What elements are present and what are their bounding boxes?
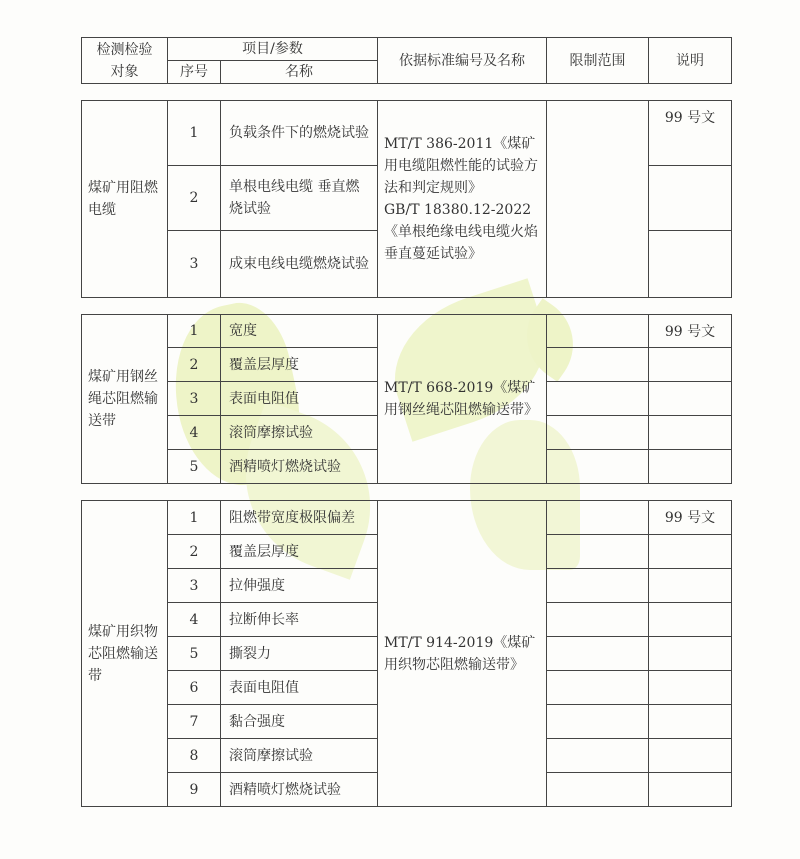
item-no: 9 xyxy=(168,773,221,807)
item-name: 滚筒摩擦试验 xyxy=(221,416,378,450)
item-no: 3 xyxy=(168,231,221,298)
header-no: 序号 xyxy=(168,61,221,84)
item-no: 1 xyxy=(168,501,221,535)
note-cell xyxy=(649,739,732,773)
item-no: 5 xyxy=(168,637,221,671)
header-items: 项目/参数 xyxy=(168,38,378,61)
item-name: 覆盖层厚度 xyxy=(221,348,378,382)
item-no: 3 xyxy=(168,382,221,416)
table-header xyxy=(81,37,732,84)
item-name: 滚筒摩擦试验 xyxy=(221,739,378,773)
limit-cell xyxy=(547,315,649,348)
limit-cell xyxy=(547,739,649,773)
note-cell xyxy=(649,603,732,637)
header-note: 说明 xyxy=(649,38,732,84)
limit-cell xyxy=(547,773,649,807)
limit-cell xyxy=(547,569,649,603)
section-standard: MT/T 914-2019《煤矿用织物芯阻燃输送带》 xyxy=(378,501,547,807)
item-no: 2 xyxy=(168,535,221,569)
limit-cell xyxy=(547,450,649,484)
item-name: 表面电阻值 xyxy=(221,671,378,705)
item-name: 拉断伸长率 xyxy=(221,603,378,637)
note-cell xyxy=(649,705,732,739)
limit-cell xyxy=(547,382,649,416)
item-no: 4 xyxy=(168,416,221,450)
section-object: 煤矿用阻燃电缆 xyxy=(82,101,168,298)
item-name: 单根电线电缆 垂直燃烧试验 xyxy=(221,166,378,231)
note-cell xyxy=(649,773,732,807)
limit-cell xyxy=(547,535,649,569)
note-cell xyxy=(649,569,732,603)
section-table xyxy=(81,500,732,807)
item-name: 黏合强度 xyxy=(221,705,378,739)
note-cell xyxy=(649,382,732,416)
item-name: 阻燃带宽度极限偏差 xyxy=(221,501,378,535)
note-cell xyxy=(649,416,732,450)
section-table xyxy=(81,100,732,298)
note-cell xyxy=(649,671,732,705)
note-cell xyxy=(649,348,732,382)
section-standard: MT/T 668-2019《煤矿用钢丝绳芯阻燃输送带》 xyxy=(378,315,547,484)
item-name: 拉伸强度 xyxy=(221,569,378,603)
header-name: 名称 xyxy=(221,61,378,84)
item-name: 酒精喷灯燃烧试验 xyxy=(221,450,378,484)
note-cell xyxy=(649,166,732,231)
item-name: 覆盖层厚度 xyxy=(221,535,378,569)
limit-cell xyxy=(547,416,649,450)
note-cell xyxy=(649,231,732,298)
section-note: 99 号文 xyxy=(649,101,732,166)
limit-cell xyxy=(547,501,649,535)
item-name: 宽度 xyxy=(221,315,378,348)
header-standard: 依据标准编号及名称 xyxy=(378,38,547,84)
item-no: 2 xyxy=(168,166,221,231)
note-cell xyxy=(649,450,732,484)
section-note: 99 号文 xyxy=(649,501,732,535)
limit-cell xyxy=(547,705,649,739)
section-object: 煤矿用织物芯阻燃输送带 xyxy=(82,501,168,807)
item-name: 负载条件下的燃烧试验 xyxy=(221,101,378,166)
section-note: 99 号文 xyxy=(649,315,732,348)
item-no: 4 xyxy=(168,603,221,637)
section-standard: MT/T 386-2011《煤矿用电缆阻燃性能的试验方法和判定规则》 GB/T 18380.12-2022《单根绝缘电线电缆火焰垂直蔓延试验》 xyxy=(378,101,547,298)
item-name: 成束电线电缆燃烧试验 xyxy=(221,231,378,298)
header-limit: 限制范围 xyxy=(547,38,649,84)
limit-cell xyxy=(547,348,649,382)
item-name: 表面电阻值 xyxy=(221,382,378,416)
item-no: 6 xyxy=(168,671,221,705)
item-no: 3 xyxy=(168,569,221,603)
header-object: 检测检验 对象 xyxy=(82,38,168,84)
table-row xyxy=(82,315,732,348)
limit-cell xyxy=(547,671,649,705)
section-table xyxy=(81,314,732,484)
item-name: 酒精喷灯燃烧试验 xyxy=(221,773,378,807)
limit-cell xyxy=(547,637,649,671)
section-object: 煤矿用钢丝绳芯阻燃输送带 xyxy=(82,315,168,484)
item-no: 1 xyxy=(168,101,221,166)
item-no: 1 xyxy=(168,315,221,348)
note-cell xyxy=(649,637,732,671)
limit-cell xyxy=(547,603,649,637)
note-cell xyxy=(649,535,732,569)
item-name: 撕裂力 xyxy=(221,637,378,671)
table-row xyxy=(82,101,732,166)
item-no: 7 xyxy=(168,705,221,739)
limit-cell xyxy=(547,101,649,298)
item-no: 5 xyxy=(168,450,221,484)
table-row xyxy=(82,501,732,535)
item-no: 8 xyxy=(168,739,221,773)
item-no: 2 xyxy=(168,348,221,382)
